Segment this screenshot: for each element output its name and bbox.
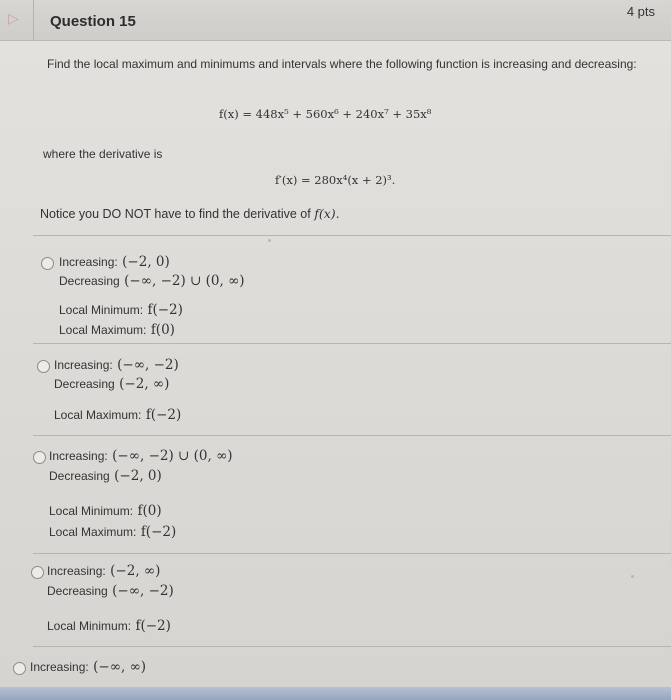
increasing-value: (−∞, −2): [117, 357, 179, 373]
min-value: f(0): [137, 503, 162, 519]
min-label: Local Minimum:: [47, 619, 132, 633]
max-label: Local Maximum:: [49, 525, 137, 539]
max-label: Local Maximum:: [54, 408, 142, 422]
radio-button[interactable]: [31, 566, 44, 579]
increasing-label: Increasing:: [47, 564, 106, 578]
decreasing-line: [49, 467, 162, 485]
min-value: f(−2): [135, 618, 171, 634]
notice-label: Notice you DO NOT have to find the derivative of: [40, 207, 311, 221]
notice-math: f(x).: [314, 206, 340, 221]
increasing-line: [49, 447, 233, 465]
answer-option-1[interactable]: [41, 253, 661, 343]
bottom-bar: [0, 687, 671, 700]
decreasing-label: Decreasing: [59, 274, 120, 288]
divider: [33, 343, 671, 344]
answer-option-2[interactable]: [37, 356, 657, 436]
question-title: Question 15: [50, 13, 136, 30]
speck: [268, 239, 271, 242]
increasing-value: (−∞, ∞): [93, 659, 147, 675]
increasing-label: Increasing:: [30, 660, 89, 674]
max-value: f(0): [150, 322, 175, 338]
radio-button[interactable]: [41, 257, 54, 270]
decreasing-value: (−∞, −2) ∪ (0, ∞): [124, 273, 245, 289]
radio-button[interactable]: [13, 662, 26, 675]
increasing-value: (−2, 0): [122, 254, 170, 270]
notice-text: [40, 206, 340, 221]
answer-option-4[interactable]: [31, 562, 651, 642]
max-value: f(−2): [145, 407, 182, 423]
increasing-line: [47, 562, 160, 580]
increasing-line: [54, 356, 179, 374]
question-points: 4 pts: [626, 4, 655, 19]
increasing-label: Increasing:: [54, 358, 113, 372]
question-header: [0, 0, 671, 41]
answer-option-5[interactable]: [13, 658, 633, 684]
max-value: f(−2): [140, 524, 177, 540]
min-line: [59, 301, 183, 319]
increasing-line: [59, 253, 170, 271]
decreasing-line: [59, 272, 245, 290]
divider: [33, 553, 671, 554]
divider: [33, 435, 671, 436]
function-equation: f(x) = 448x⁵ + 560x⁶ + 240x⁷ + 35x⁸: [219, 107, 432, 121]
decreasing-value: (−2, 0): [114, 468, 162, 484]
max-line: [49, 523, 176, 541]
increasing-value: (−2, ∞): [110, 563, 161, 579]
divider: [33, 646, 671, 647]
max-line: [54, 406, 181, 424]
increasing-label: Increasing:: [59, 255, 118, 269]
min-value: f(−2): [147, 302, 183, 318]
radio-button[interactable]: [37, 360, 50, 373]
increasing-value: (−∞, −2) ∪ (0, ∞): [112, 448, 233, 464]
min-line: [47, 617, 171, 635]
decreasing-label: Decreasing: [47, 584, 108, 598]
decreasing-value: (−2, ∞): [119, 376, 170, 392]
decreasing-line: [54, 375, 169, 393]
derivative-equation: f′(x) = 280x⁴(x + 2)³.: [275, 173, 396, 187]
increasing-label: Increasing:: [49, 449, 108, 463]
min-line: [49, 502, 162, 520]
answer-option-3[interactable]: [33, 447, 653, 547]
decreasing-label: Decreasing: [49, 469, 110, 483]
decreasing-value: (−∞, −2): [112, 583, 174, 599]
decreasing-line: [47, 582, 174, 600]
question-body: [30, 41, 671, 700]
decreasing-label: Decreasing: [54, 377, 115, 391]
increasing-line: [30, 658, 146, 676]
max-label: Local Maximum:: [59, 323, 147, 337]
header-divider: [33, 0, 34, 40]
divider: [33, 235, 671, 236]
question-prompt: Find the local maximum and minimums and intervals where the following function is increasing and decreasing:: [47, 57, 637, 71]
radio-button[interactable]: [33, 451, 46, 464]
flag-icon[interactable]: ▷: [8, 10, 19, 26]
min-label: Local Minimum:: [49, 504, 134, 518]
max-line: [59, 321, 175, 339]
min-label: Local Minimum:: [59, 303, 144, 317]
derivative-label: where the derivative is: [43, 147, 163, 161]
speck: [631, 575, 634, 578]
